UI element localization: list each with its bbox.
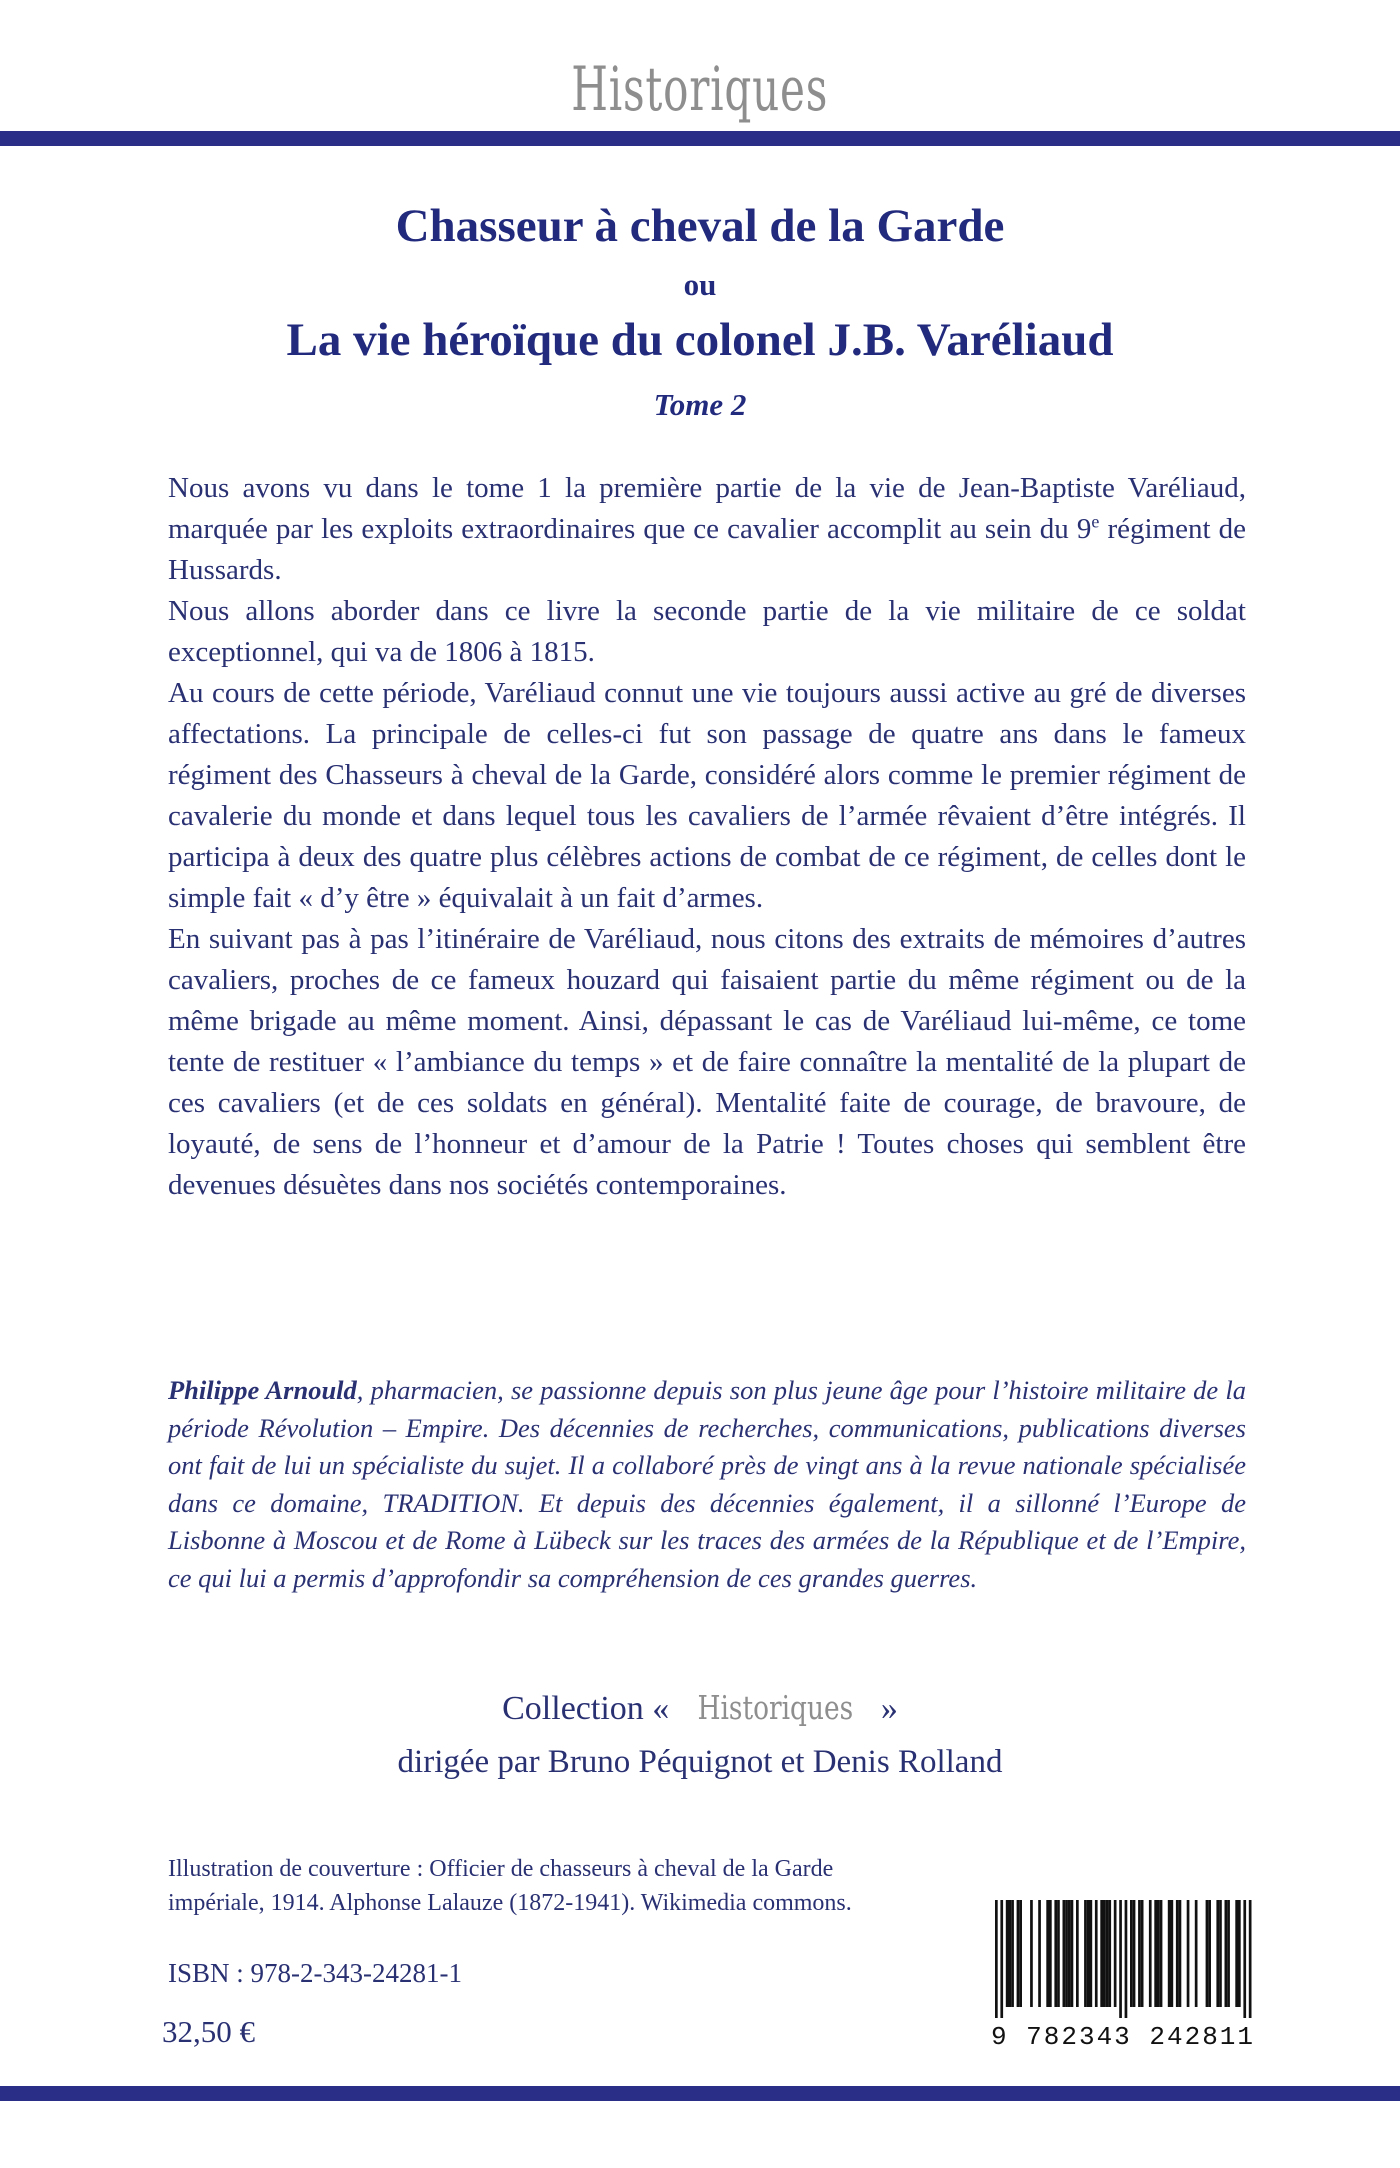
barcode-digits: 9 782343 242811 [990,2022,1256,2052]
barcode [978,1900,1268,2052]
collection-line [0,1688,1400,1728]
barcode-bars [978,1900,1268,2018]
cover-credit [168,1852,928,1920]
synopsis-paragraph: Au cours de cette période, Varéliaud connut une vie toujours aussi active au gré de diverses affectations. La principale de celles-ci fut son passage de quatre ans dans le fameux régiment des Chasseurs à cheval de la Garde, considéré alors comme le premier régiment de cavalerie du monde et dans lequel tous les cavaliers de l’armée rêvaient d’être intégrés. Il participa à deux des quatre plus célèbres actions de combat de ce régiment, de celles dont le simple fait « d’y être » équivalait à un fait d’armes. [168,677,1246,914]
collection-prefix: Collection « [502,1690,678,1727]
publisher-logo [0,54,1400,125]
synopsis-paragraph: Nous allons aborder dans ce livre la seconde partie de la vie militaire de ce soldat exceptionnel, qui va de 1806 à 1815. [168,595,1246,668]
book-subtitle: La vie héroïque du colonel J.B. Varéliaud [286,314,1114,367]
synopsis-paragraph [168,468,1246,591]
price: 32,50 € [162,2014,255,2049]
cover-credit-line1: Illustration de couverture : Officier de chasseurs à cheval de la Garde [168,1856,834,1882]
synopsis-p1-text: Nous avons vu dans le tome 1 la première partie de la vie de Jean-Baptiste Varéliaud, marquée par les exploits extraordinaires que ce cavalier accomplit au sein du 9 [168,472,1246,545]
ordinal-superscript: e [1091,511,1100,532]
bottom-rule [0,2086,1400,2101]
collection-name: Historiques [697,1688,853,1727]
book-title: Chasseur à cheval de la Garde [395,200,1005,252]
synopsis-p1-end: régiment de Hussards. [168,513,1246,586]
author-bio [168,1372,1246,1597]
synopsis [168,468,1246,1206]
title-connector: ou [683,267,717,303]
title-block [0,202,1400,423]
author-bio-text: , pharmacien, se passionne depuis son plus jeune âge pour l’histoire militaire de la période Révolution – Empire. Des décennies de recherches, communications, publications diverses ont fait de lui un spécialiste du sujet. Il a collaboré près de vingt ans à la revue nationale spécialisée dans ce domaine, TRADITION. Et depuis des décennies également, il a sillonné l’Europe de Lisbonne à Moscou et de Rome à Lübeck sur les traces des armées de la République et de l’Empire, ce qui lui a permis d’approfondir sa compréhension de ces grandes guerres. [168,1375,1246,1593]
author-name: Philippe Arnould [168,1375,357,1405]
collection-directors: dirigée par Bruno Péquignot et Denis Rolland [397,1744,1003,1780]
publisher-logo-text: Historiques [571,54,829,125]
synopsis-paragraph: En suivant pas à pas l’itinéraire de Varéliaud, nous citons des extraits de mémoires d’autres cavaliers, proches de ce fameux houzard qui faisaient partie du même régiment ou de la même brigade au même moment. Ainsi, dépassant le cas de Varéliaud lui-même, ce tome tente de restituer « l’ambiance du temps » et de faire connaître la mentalité de la plupart de ces cavaliers (et de ces soldats en général). Mentalité faite de courage, de bravoure, de loyauté, de sens de l’honneur et d’amour de la Patrie ! Toutes choses qui semblent être devenues désuètes dans nos sociétés contemporaines. [168,923,1246,1201]
top-rule [0,131,1400,146]
tome-label: Tome 2 [653,387,747,423]
collection-suffix: » [872,1690,898,1727]
isbn: ISBN : 978-2-343-24281-1 [168,1958,462,1988]
collection-block [0,1688,1400,1781]
cover-credit-line2: impériale, 1914. Alphonse Lalauze (1872-1941). Wikimedia commons. [168,1890,852,1916]
